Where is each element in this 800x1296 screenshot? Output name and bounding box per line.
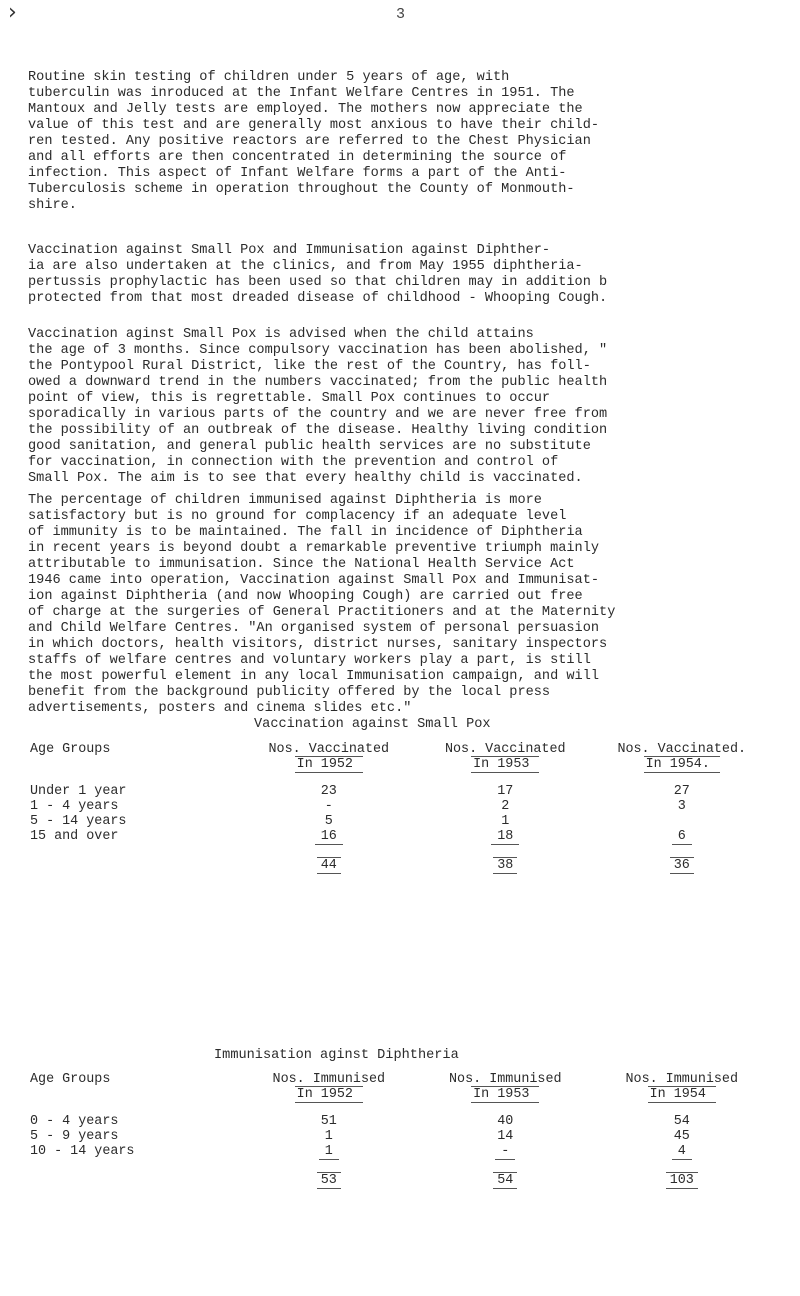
table-year-row	[30, 1087, 770, 1102]
paragraph-tuberculin-testing: Routine skin testing of children under 5 years of age, with tuberculin was inroduced at the Infant Welfare Centres in 1951. The Mantoux and Jelly tests are employed. The mothers now appreciate the value of this test and are generally most anxious to have their child- ren tested. Any positive reactors are referred to the Chest Physician and all efforts are then concentrated in determining the source of infection. This aspect of Infant Welfare forms a part of the Anti- Tuberculosis scheme in operation throughout the County of Monmouth- shire.	[28, 70, 600, 213]
column-header: Nos. Vaccinated.	[617, 742, 747, 757]
paragraph-diphtheria-immunisation: The percentage of children immunised against Diphtheria is more satisfactory but is no ground for complacency if an adequate level of immunity is to be maintained. The fall in incidence of Diphtheria in recent years is beyond doubt a remarkable preventive triumph mainly attributable to immunisation. Since the National Health Service Act 1946 came into operation, Vaccination against Small Pox and Immunisat- ion against Diphtheria (and now Whooping Cough) are carried out free of charge at the surgeries of General Practitioners and at the Maternity and Child Welfare Centres. "An organised system of personal persuasion in which doctors, health visitors, district nurses, sanitary inspectors staffs of welfare centres and voluntary workers play a part, is still the most powerful element in any local Immunisation campaign, and will benefit from the background publicity offered by the local press advertisements, posters and cinema slides etc."	[28, 493, 616, 716]
value-cell: 16	[315, 829, 343, 845]
age-group-cell: 1 - 4 years	[30, 799, 119, 814]
value-cell	[594, 814, 771, 829]
year-label: In 1952	[295, 756, 363, 773]
value-cell: 18	[491, 829, 519, 845]
table-header-row	[30, 1072, 770, 1087]
value-cell: 5	[324, 814, 333, 829]
value-cell: 40	[497, 1114, 514, 1129]
year-label: In 1952	[295, 1086, 363, 1103]
table-row	[30, 814, 770, 829]
table-row	[30, 1114, 770, 1129]
diphtheria-immunisation-table	[30, 1072, 770, 1188]
column-header: Nos. Immunised	[625, 1072, 738, 1087]
value-cell: 2	[501, 799, 510, 814]
total-cell: 36	[670, 857, 694, 874]
column-header: Age Groups	[30, 742, 111, 757]
total-cell: 53	[317, 1172, 341, 1189]
value-cell: 1	[324, 1129, 333, 1144]
value-cell: -	[495, 1144, 515, 1160]
value-cell: 27	[673, 784, 690, 799]
value-cell: 23	[320, 784, 337, 799]
age-group-cell: 5 - 9 years	[30, 1129, 119, 1144]
column-header: Nos. Immunised	[449, 1072, 562, 1087]
value-cell: 17	[497, 784, 514, 799]
value-cell: 3	[677, 799, 686, 814]
value-cell: 4	[672, 1144, 692, 1160]
table-row	[30, 784, 770, 799]
column-header: Age Groups	[30, 1072, 111, 1087]
diphtheria-table-title: Immunisation aginst Diphtheria	[214, 1048, 459, 1063]
value-cell: 54	[673, 1114, 690, 1129]
age-group-cell: 15 and over	[30, 829, 119, 844]
table-row	[30, 829, 770, 844]
total-cell: 38	[493, 857, 517, 874]
smallpox-vaccination-table	[30, 742, 770, 873]
totals-row	[30, 1173, 770, 1188]
page-number: 3	[396, 6, 406, 23]
total-cell: 103	[666, 1172, 698, 1189]
year-label: In 1953	[471, 1086, 539, 1103]
total-cell: 44	[317, 857, 341, 874]
column-header: Nos. Vaccinated	[268, 742, 390, 757]
table-row	[30, 1129, 770, 1144]
age-group-cell: 5 - 14 years	[30, 814, 127, 829]
value-cell: -	[324, 799, 333, 814]
value-cell: 6	[672, 829, 692, 845]
paragraph-smallpox-vaccination: Vaccination aginst Small Pox is advised when the child attains the age of 3 months. Since compulsory vaccination has been abolished, " the Pontypool Rural District, like the rest of the Country, has foll- owed a downward trend in the numbers vaccinated; from the public health point of view, this is regrettable. Small Pox continues to occur sporadically in various parts of the country and we are never free from the possibility of an outbreak of the disease. Healthy living condition good sanitation, and general public health services are no substitute for vaccination, in connection with the prevention and control of Small Pox. The aim is to see that every healthy child is vaccinated.	[28, 327, 608, 486]
totals-row	[30, 858, 770, 873]
paragraph-vaccination-intro: Vaccination against Small Pox and Immunisation against Diphther- ia are also undertaken at the clinics, and from May 1955 diphtheria- pertussis prophylactic has been used so that children may in addition b protected from that most dreaded disease of childhood - Whooping Cough.	[28, 243, 608, 306]
age-group-cell: 0 - 4 years	[30, 1114, 119, 1129]
age-group-cell: Under 1 year	[30, 784, 127, 799]
year-label: In 1954	[648, 1086, 716, 1103]
year-label: In 1953	[471, 756, 539, 773]
year-label: In 1954.	[644, 756, 720, 773]
table-year-row	[30, 757, 770, 772]
table-header-row	[30, 742, 770, 757]
column-header: Nos. Immunised	[272, 1072, 386, 1087]
table-row	[30, 799, 770, 814]
total-cell: 54	[493, 1172, 517, 1189]
value-cell: 1	[319, 1144, 339, 1160]
smallpox-table-title: Vaccination against Small Pox	[254, 717, 491, 732]
table-row	[30, 1144, 770, 1159]
column-header: Nos. Vaccinated	[444, 742, 566, 757]
margin-mark: ›	[8, 0, 17, 25]
value-cell: 1	[501, 814, 510, 829]
value-cell: 51	[320, 1114, 337, 1129]
value-cell: 14	[497, 1129, 514, 1144]
value-cell: 45	[673, 1129, 690, 1144]
age-group-cell: 10 - 14 years	[30, 1144, 135, 1159]
